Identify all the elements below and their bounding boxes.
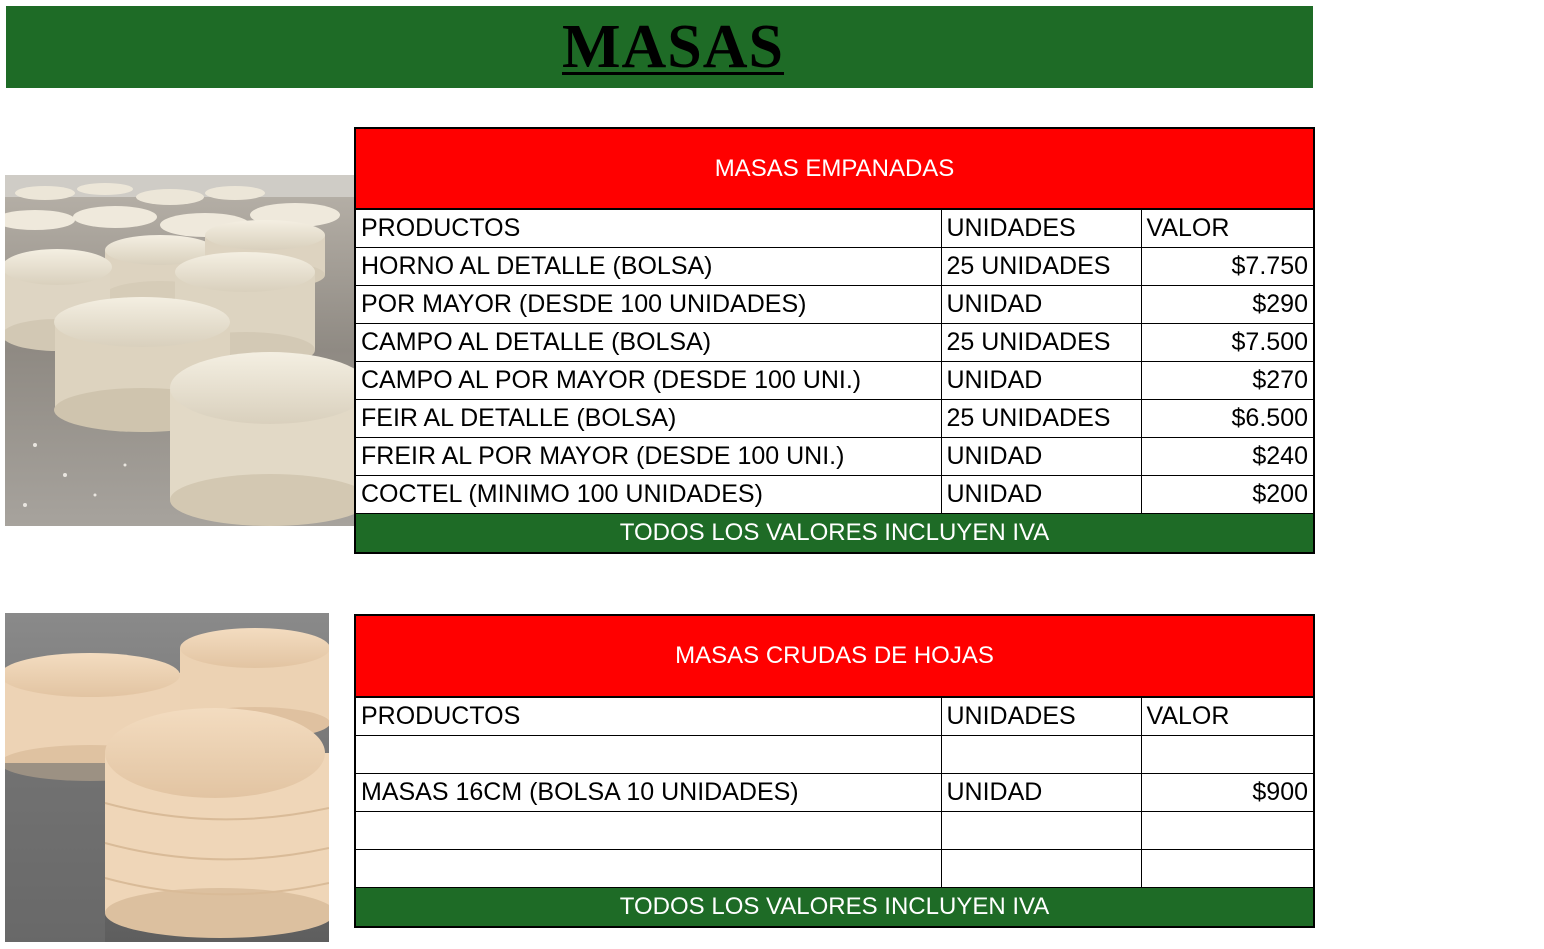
units-cell xyxy=(941,735,1141,773)
units-cell: 25 UNIDADES xyxy=(941,323,1141,361)
column-header-products: PRODUCTOS xyxy=(355,209,941,247)
value-cell: $7.750 xyxy=(1141,247,1314,285)
value-cell: $240 xyxy=(1141,437,1314,475)
value-cell xyxy=(1141,811,1314,849)
value-cell: $270 xyxy=(1141,361,1314,399)
value-cell: $6.500 xyxy=(1141,399,1314,437)
product-cell xyxy=(355,849,941,887)
empanadas-price-table xyxy=(354,127,1315,554)
tax-note-footer: TODOS LOS VALORES INCLUYEN IVA xyxy=(355,887,1314,927)
table-row xyxy=(355,285,1314,323)
value-cell: $200 xyxy=(1141,475,1314,513)
table-row xyxy=(355,735,1314,773)
column-header-units: UNIDADES xyxy=(941,697,1141,735)
units-cell xyxy=(941,849,1141,887)
puff-pastry-dough-stacks-photo xyxy=(5,613,329,942)
units-cell: 25 UNIDADES xyxy=(941,399,1141,437)
units-cell: 25 UNIDADES xyxy=(941,247,1141,285)
empanada-dough-stacks-photo xyxy=(5,175,354,526)
tax-note-footer: TODOS LOS VALORES INCLUYEN IVA xyxy=(355,513,1314,553)
table-row xyxy=(355,323,1314,361)
units-cell: UNIDAD xyxy=(941,475,1141,513)
table-title: MASAS CRUDAS DE HOJAS xyxy=(355,615,1314,697)
table-row xyxy=(355,811,1314,849)
column-header-value: VALOR xyxy=(1141,209,1314,247)
page-title: MASAS xyxy=(562,13,785,81)
table-row xyxy=(355,849,1314,887)
product-cell: MASAS 16CM (BOLSA 10 UNIDADES) xyxy=(355,773,941,811)
product-cell: HORNO AL DETALLE (BOLSA) xyxy=(355,247,941,285)
product-cell xyxy=(355,735,941,773)
table-row xyxy=(355,361,1314,399)
table-row xyxy=(355,247,1314,285)
product-cell: FEIR AL DETALLE (BOLSA) xyxy=(355,399,941,437)
table-title: MASAS EMPANADAS xyxy=(355,128,1314,209)
product-cell: CAMPO AL POR MAYOR (DESDE 100 UNI.) xyxy=(355,361,941,399)
value-cell: $290 xyxy=(1141,285,1314,323)
product-cell: CAMPO AL DETALLE (BOLSA) xyxy=(355,323,941,361)
product-cell xyxy=(355,811,941,849)
title-banner xyxy=(6,6,1313,88)
value-cell xyxy=(1141,849,1314,887)
units-cell: UNIDAD xyxy=(941,361,1141,399)
table-row xyxy=(355,399,1314,437)
column-header-products: PRODUCTOS xyxy=(355,697,941,735)
units-cell: UNIDAD xyxy=(941,773,1141,811)
value-cell: $7.500 xyxy=(1141,323,1314,361)
table-header-row xyxy=(355,209,1314,247)
table-row xyxy=(355,773,1314,811)
value-cell xyxy=(1141,735,1314,773)
column-header-units: UNIDADES xyxy=(941,209,1141,247)
table-header-row xyxy=(355,697,1314,735)
puff-pastry-price-table xyxy=(354,614,1315,928)
product-cell: FREIR AL POR MAYOR (DESDE 100 UNI.) xyxy=(355,437,941,475)
table-row xyxy=(355,437,1314,475)
column-header-value: VALOR xyxy=(1141,697,1314,735)
product-cell: POR MAYOR (DESDE 100 UNIDADES) xyxy=(355,285,941,323)
product-cell: COCTEL (MINIMO 100 UNIDADES) xyxy=(355,475,941,513)
units-cell xyxy=(941,811,1141,849)
units-cell: UNIDAD xyxy=(941,437,1141,475)
value-cell: $900 xyxy=(1141,773,1314,811)
units-cell: UNIDAD xyxy=(941,285,1141,323)
table-row xyxy=(355,475,1314,513)
